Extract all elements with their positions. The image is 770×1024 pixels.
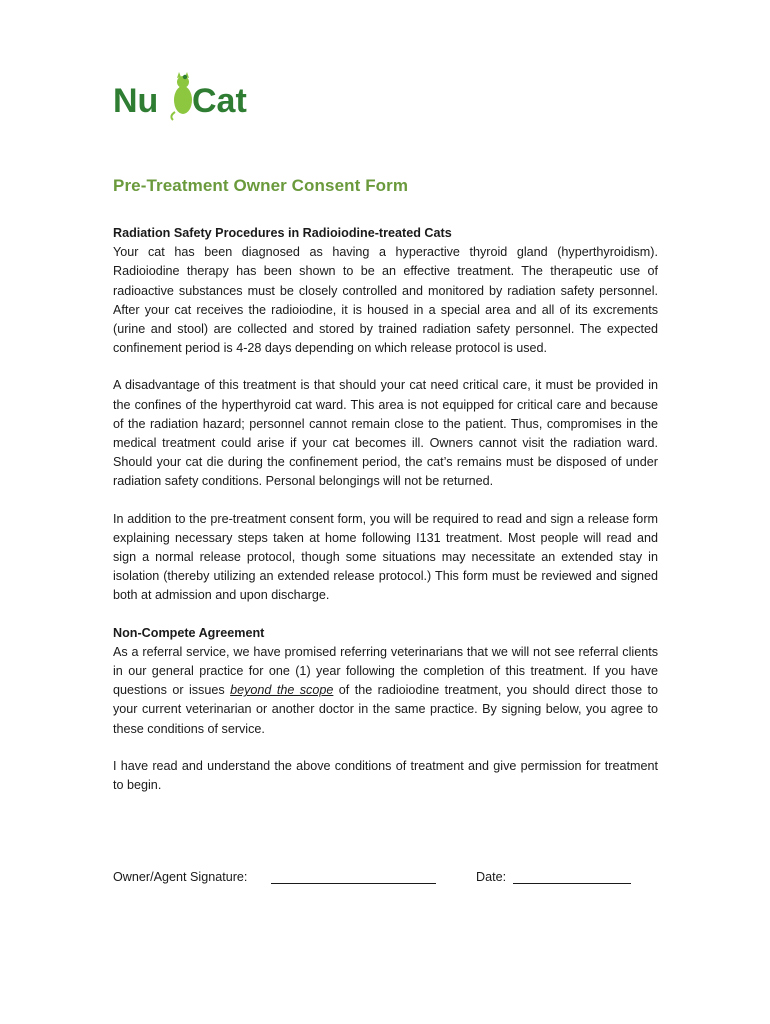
nucat-logo xyxy=(113,64,253,124)
non-compete-text-1: As a referral service, we have promised referring veterinarians that we will not see referral clients in our general practice for one (1) year following the completion of this treatment. If you have questions or issues xyxy=(113,644,658,698)
signature-label: Owner/Agent Signature: xyxy=(113,870,248,884)
radiation-safety-paragraph-1: Your cat has been diagnosed as having a hyperactive thyroid gland (hyperthyroidism). Radioiodine therapy has been shown to be an effective treatment. The therapeutic use of radioactive substances must be closely controlled and monitored by radiation safety personnel. After your cat receives the radioiodine, it is housed in a special area and all of its excrements (urine and stool) are collected and stored by trained radiation safety personnel. The expected confinement period is 4-28 days depending on which release protocol is used. xyxy=(113,245,658,356)
radiation-safety-paragraph-2: A disadvantage of this treatment is that should your cat need critical care, it must be provided in the confines of the hyperthyroid cat ward. This area is not equipped for critical care and because of the radiation hazard; personnel cannot remain close to the patient. Thus, compromises in the medical treatment could arise if your cat becomes ill. Owners cannot visit the radiation ward. Should your cat die during the confinement period, the cat’s remains must be disposed of under radiation safety conditions. Personal belongings will not be returned. xyxy=(113,378,658,489)
non-compete-text-2: of the radioiodine treatment, you should direct those to your current veterinarian or another doctor in the same practice. By signing below, you agree to these conditions of service. xyxy=(113,683,658,736)
non-compete-paragraph xyxy=(113,643,658,739)
acknowledgement-paragraph: I have read and understand the above conditions of treatment and give permission for treatment to begin. xyxy=(113,758,658,793)
radiation-safety-heading: Radiation Safety Procedures in Radioiodine-treated Cats xyxy=(113,226,452,240)
signature-line[interactable] xyxy=(271,883,436,884)
nucat-logo-graphic xyxy=(113,64,253,124)
form-title: Pre-Treatment Owner Consent Form xyxy=(113,176,409,195)
svg-text:Cat: Cat xyxy=(192,82,247,120)
svg-text:Nu: Nu xyxy=(113,82,159,120)
signature-row xyxy=(113,868,658,888)
non-compete-heading: Non-Compete Agreement xyxy=(113,625,265,640)
form-body xyxy=(113,224,658,795)
radiation-safety-paragraph-3: In addition to the pre-treatment consent form, you will be required to read and sign a release form explaining necessary steps taken at home following I131 treatment. Most people will read and sign a normal release protocol, though some situations may necessitate an extended stay in isolation (thereby utilizing an extended release protocol.) This form must be reviewed and signed both at admission and upon discharge. xyxy=(113,511,658,603)
non-compete-emphasis: beyond the scope xyxy=(230,683,334,698)
date-label: Date: xyxy=(476,870,507,884)
date-line[interactable] xyxy=(513,883,631,884)
